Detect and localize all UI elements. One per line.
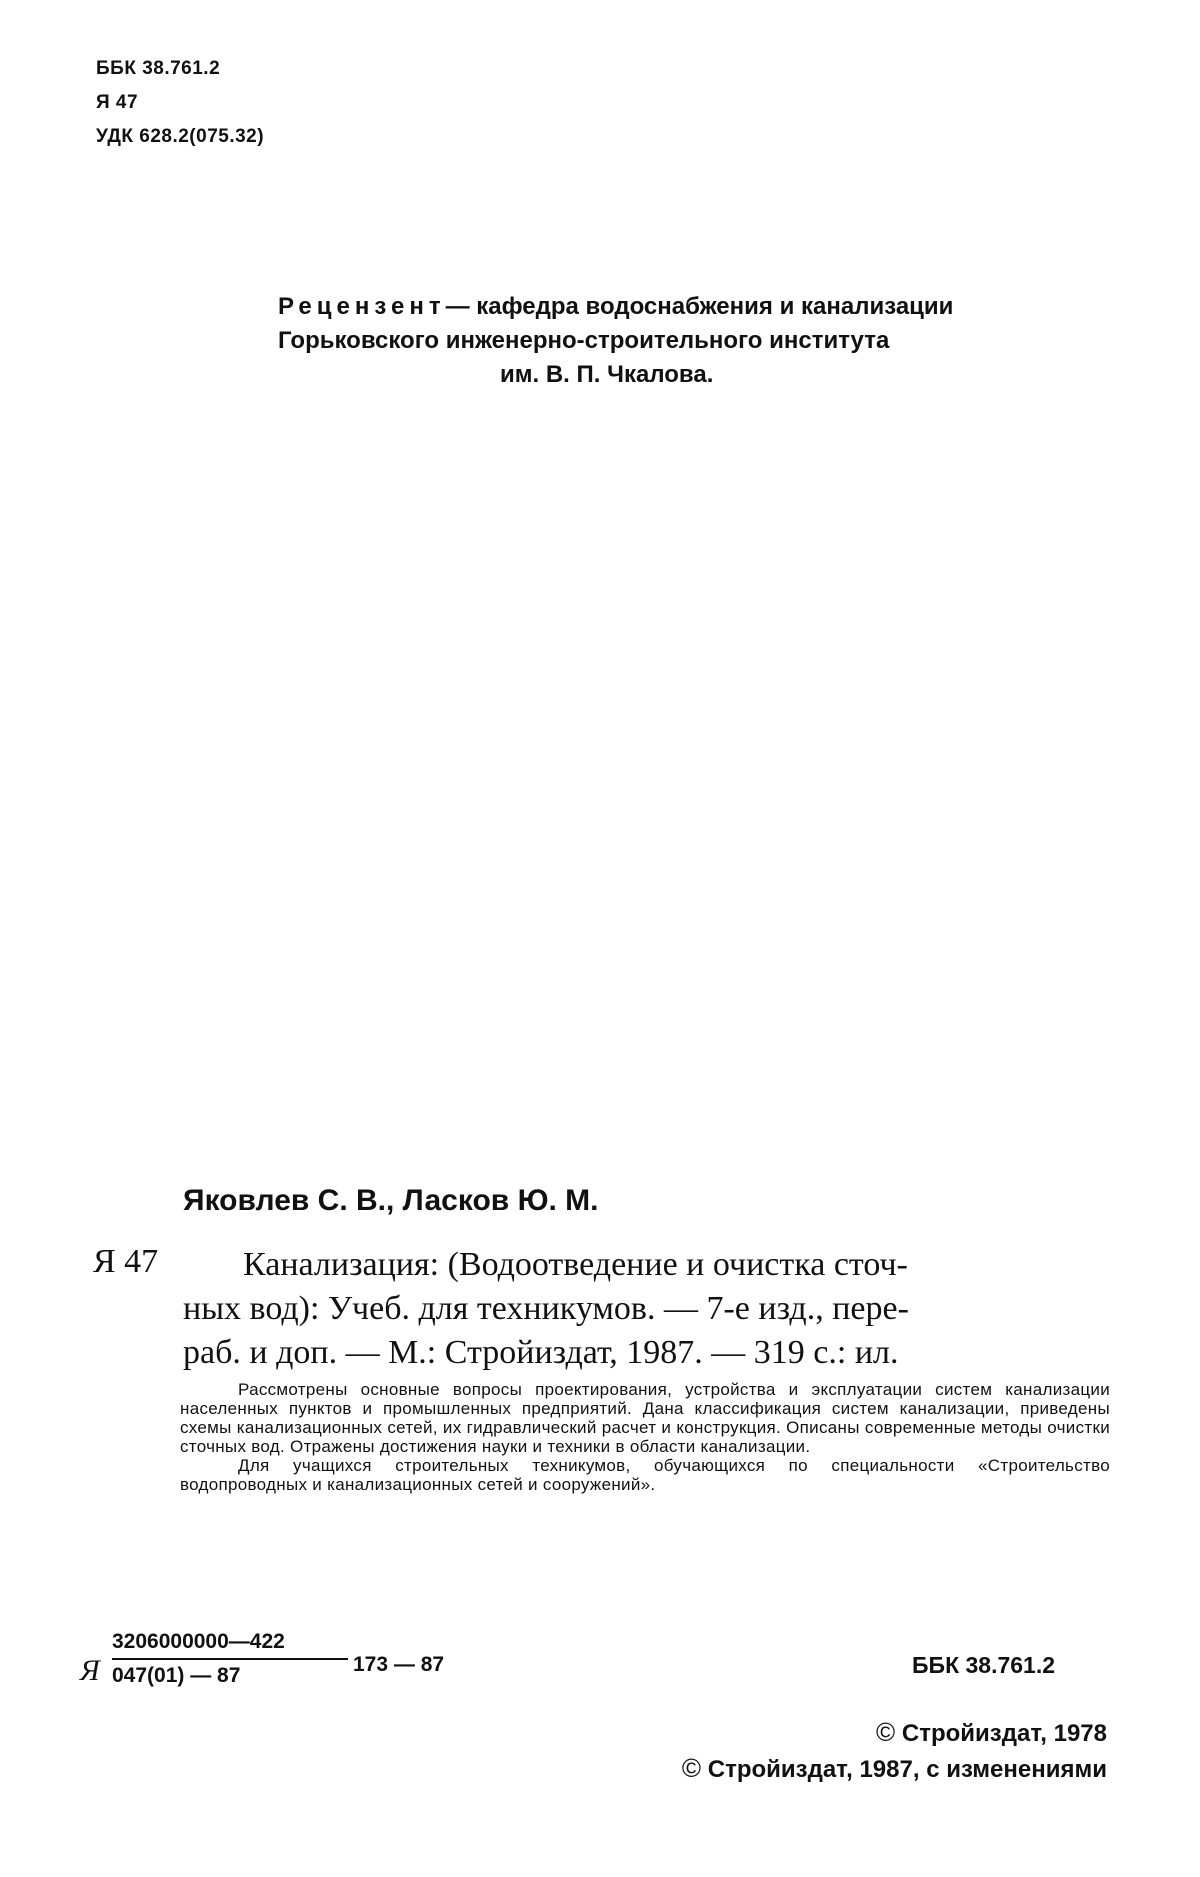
reviewer-label: Рецензент (278, 293, 446, 320)
catalog-fraction (112, 1630, 348, 1688)
title-line-2: ных вод): Учеб. для техникумов. — 7-е изд., пере- (183, 1290, 909, 1327)
reviewer-block (278, 290, 1118, 392)
abstract (180, 1380, 1110, 1494)
classification-codes (96, 52, 264, 154)
author-index-code: Я 47 (96, 92, 139, 113)
copyright-line-1 (560, 1715, 1107, 1751)
udk-code: УДК 628.2(075.32) (96, 126, 265, 147)
bottom-ya-letter: Я (80, 1654, 100, 1687)
copyright-line-2 (560, 1751, 1107, 1787)
copyright-block (560, 1715, 1107, 1787)
copyright-text-1: Стройиздат, 1978 (901, 1720, 1107, 1747)
copyright-icon: © (876, 1717, 896, 1747)
title-line-1: Канализация: (Водоотведение и очистка сточ- (243, 1246, 908, 1283)
authors: Яковлев С. В., Ласков Ю. М. (183, 1184, 599, 1217)
reviewer-line-2: Горьковского инженерно-строительного института (278, 327, 890, 354)
fraction-tail: 173 — 87 (353, 1653, 445, 1676)
copyright-icon: © (681, 1753, 702, 1783)
abstract-paragraph-1: Рассмотрены основные вопросы проектирования, устройства и эксплуатации систем канализации населенных пунктов и промышленных предприятий. Дана классификация систем канализации, приведены схемы канализационных сетей, их гидравлический расчет и конструкция. Описаны современные методы очистки сточных вод. Отражены достижения науки и техники в области канализации. (180, 1380, 1110, 1456)
reviewer-department: — кафедра водоснабжения и канализации (445, 293, 954, 320)
book-title-entry (183, 1243, 1111, 1375)
title-line-3: раб. и доп. — М.: Стройиздат, 1987. — 319 с.: ил. (183, 1334, 899, 1371)
fraction-numerator: 3206000000—422 (112, 1630, 285, 1653)
bbk-code: ББК 38.761.2 (96, 58, 221, 79)
bottom-bbk-code: ББК 38.761.2 (912, 1652, 1056, 1678)
entry-code: Я 47 (93, 1243, 159, 1280)
copyright-text-2: Стройиздат, 1987, с изменениями (707, 1756, 1107, 1783)
abstract-paragraph-2: Для учащихся строительных техникумов, обучающихся по специальности «Строительство водопроводных и канализационных сетей и сооружений». (180, 1456, 1110, 1494)
reviewer-line-3: им. В. П. Чкалова. (500, 361, 714, 388)
fraction-denominator: 047(01) — 87 (112, 1664, 241, 1687)
reviewer-line-1 (278, 290, 1118, 324)
